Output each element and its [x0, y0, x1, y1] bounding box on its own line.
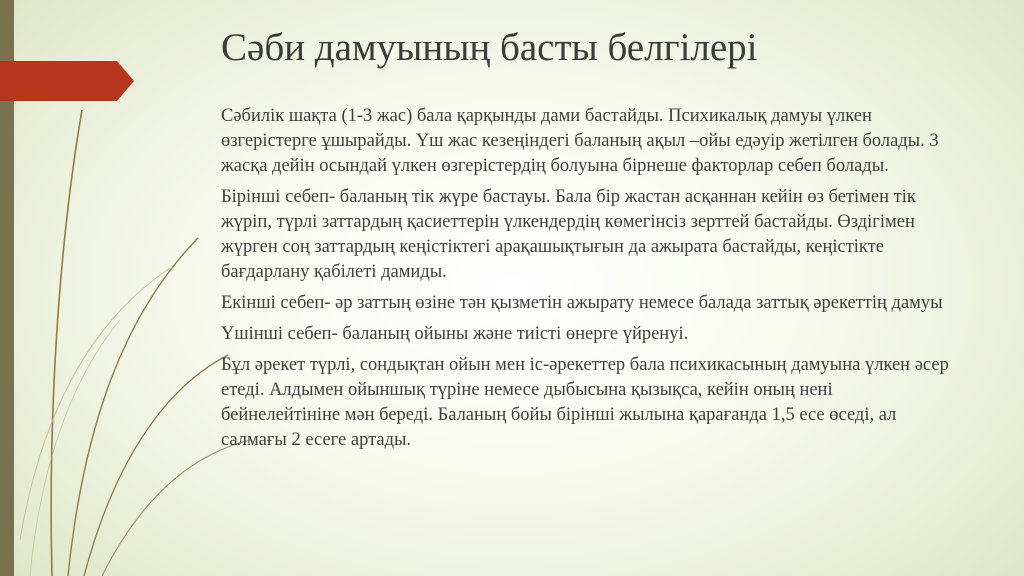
accent-arrow-shape — [0, 0, 140, 576]
paragraph-2: Бірінші себеп- баланың тік жүре бастауы. Бала бір жастан асқаннан кейін өз бетімен тік жүріп, түрлі заттардың қасиеттерін үлкендердің көмегінсіз зерттей бастайды. Өздігімен жүрген соң заттардың кеңістіктегі арақашықтығын да ажырата бастайды, кеңістікте бағдарлану қабілеті дамиды. — [221, 187, 916, 282]
paragraph-4: Үшінші себеп- баланың ойыны және тиісті өнерге үйренуі. — [221, 324, 689, 344]
slide-title: Сәби дамуының басты белгілері — [221, 26, 758, 69]
paragraph-5: Бұл әрекет түрлі, сондықтан ойын мен іс-әрекеттер бала психикасының дамуына үлкен әсер етеді. Алдымен ойыншық түріне немесе дыбысына қызықса, кейін оның нені бейнелейтініне мән береді. Баланың бойы бірінші жылына қарағанда 1,5 есе өседі, ал салмағы 2 есеге артады. — [221, 355, 949, 450]
paragraph-1: Сәбилік шақта (1-3 жас) бала қарқынды дами бастайды. Психикалық дамуы үлкен өзгерістерге ұшырайды. Үш жас кезеңіндегі баланың ақыл –ойы едәуір жетілген болады. 3 жасқа дейін осындай үлкен өзгерістердің болуына бірнеше факторлар себеп болады. — [221, 106, 939, 176]
slide-body — [221, 104, 949, 459]
paragraph-3: Екінші себеп- әр заттың өзіне тән қызметін ажырату немесе балада заттық әрекеттің дамуы — [221, 293, 943, 313]
